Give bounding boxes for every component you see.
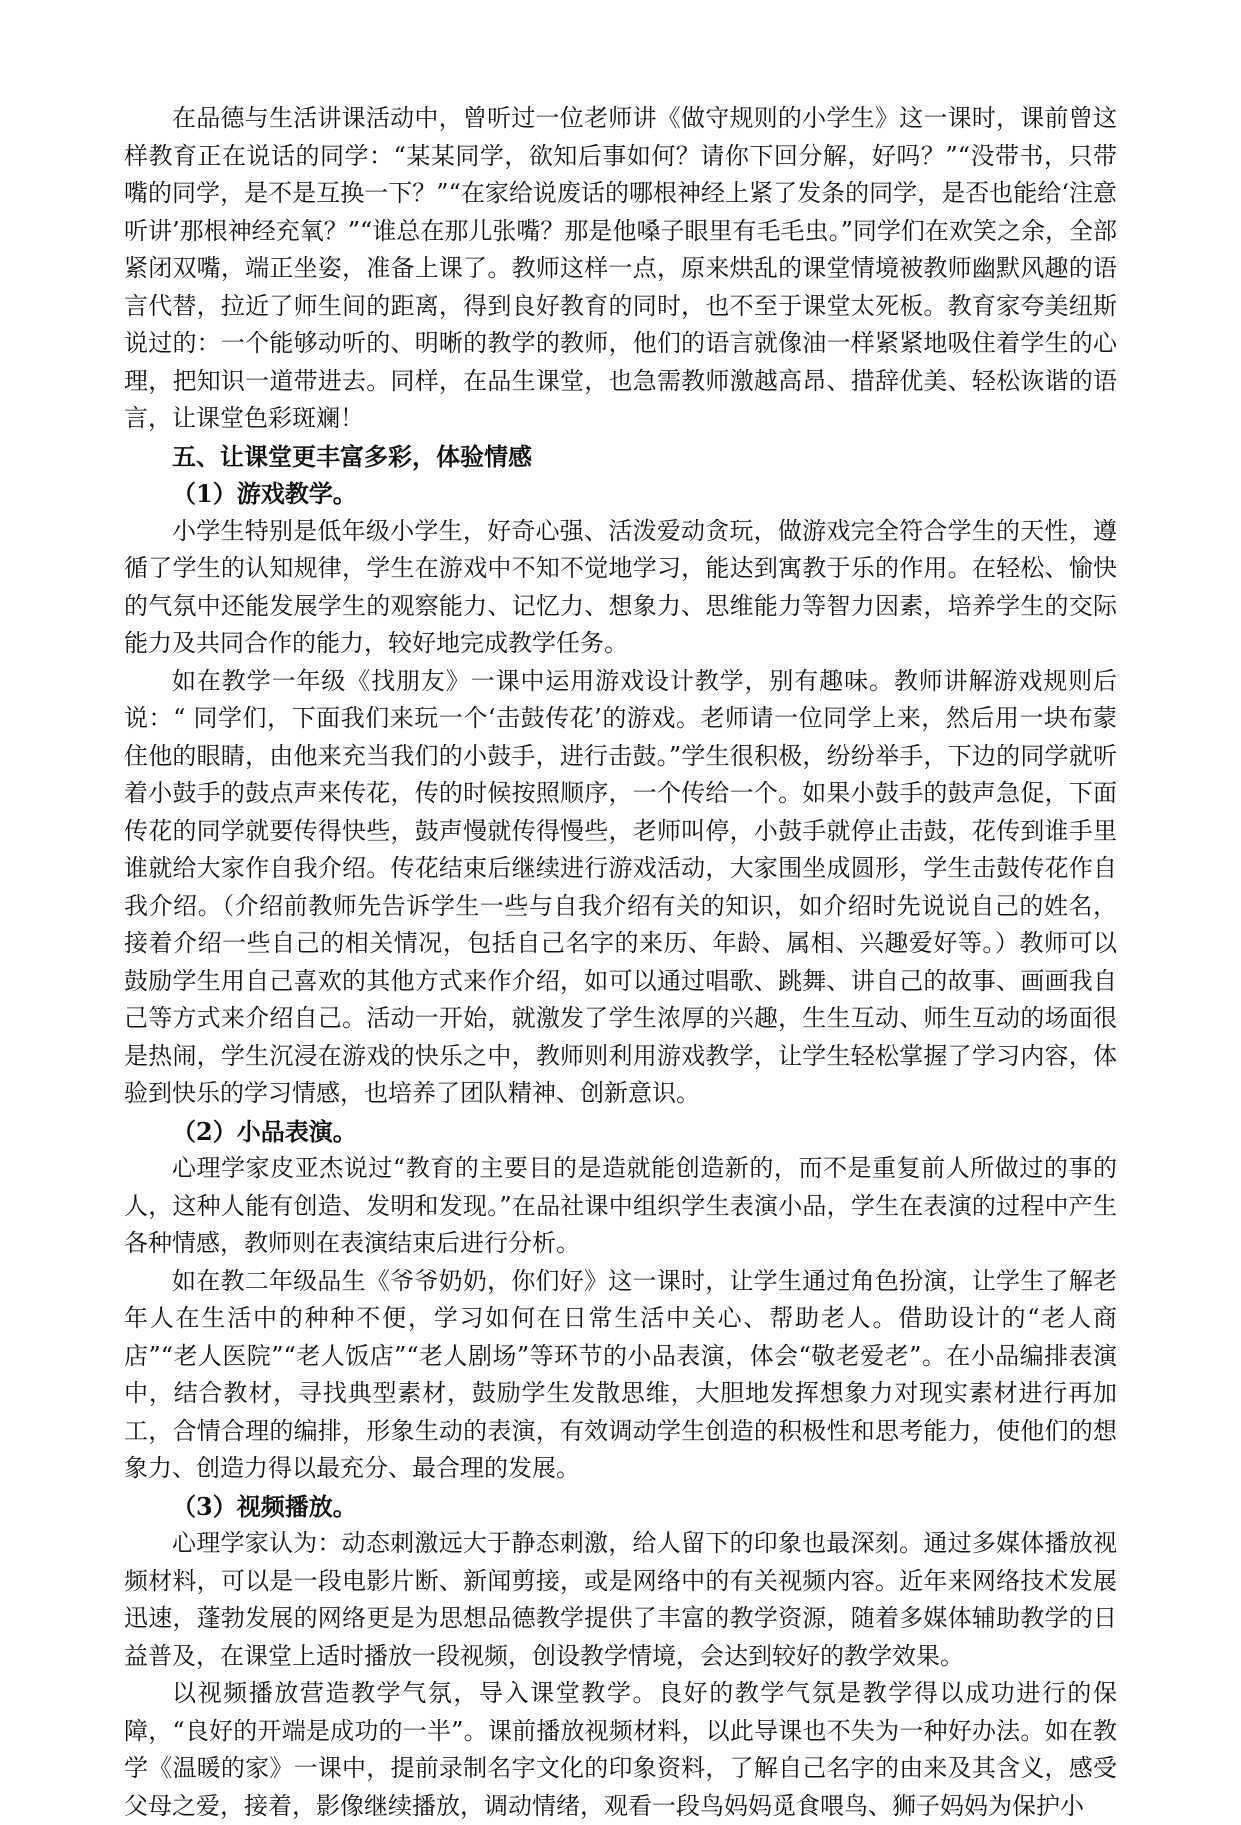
paragraph-sketch-intro: 心理学家皮亚杰说过“教育的主要目的是造就能创造新的，而不是重复前人所做过的事的人，这种人能有创造、发明和发现。”在品社课中组织学生表演小品，学生在表演的过程中产生各种情感，教师则在表演结束后进行分析。 — [124, 1154, 1117, 1257]
subheading-game-teaching: （1）游戏教学。 — [172, 479, 357, 508]
paragraph-sketch-example: 如在教二年级品生《爷爷奶奶，你们好》这一课时，让学生通过角色扮演，让学生了解老年人在生活中的种种不便，学习如何在日常生活中关心、帮助老人。借助设计的“老人商店”“老人医院”“老人饭店”“老人剧场”等环节的小品表演，体会“敬老爱老”。在小品编排表演中，结合教材，寻找典型素材，鼓励学生发散思维，大胆地发挥想象力对现实素材进行再加工，合情合理的编排，形象生动的表演，有效调动学生创造的积极性和思考能力，使他们的想象力、创造力得以最充分、最合理的发展。 — [124, 1266, 1117, 1482]
paragraph-video-example: 以视频播放营造教学气氛，导入课堂教学。良好的教学气氛是教学得以成功进行的保障，“良好的开端是成功的一半”。课前播放视频材料，以此导课也不失为一种好办法。如在教学《温暖的家》一课中，提前录制名字文化的印象资料，了解自己名字的由来及其含义，感受父母之爱，接着，影像继续播放，调动情绪，观看一段鸟妈妈觅食喂鸟、狮子妈妈为保护小 — [124, 1679, 1117, 1820]
subheading-video-playback: （3）视频播放。 — [172, 1491, 357, 1521]
paragraph-video-intro: 心理学家认为：动态刺激远大于静态刺激，给人留下的印象也最深刻。通过多媒体播放视频材料，可以是一段电影片断、新闻剪接，或是网络中的有关视频内容。近年来网络技术发展迅速，蓬勃发展的网络更是为思想品德教学提供了丰富的教学资源，随着多媒体辅助教学的日益普及，在课堂上适时播放一段视频，创设教学情境，会达到较好的教学效果。 — [124, 1529, 1117, 1670]
paragraph-classroom-language: 在品德与生活讲课活动中，曾听过一位老师讲《做守规则的小学生》这一课时，课前曾这样教育正在说话的同学：“某某同学，欲知后事如何？请你下回分解，好吗？”“没带书，只带嘴的同学，是不是互换一下？”“在家给说废话的哪根神经上紧了发条的同学，是否也能给‘注意听讲’那根神经充氧？”“谁总在那儿张嘴？那是他嗓子眼里有毛毛虫。”同学们在欢笑之余，全部紧闭双嘴，端正坐姿，准备上课了。教师这样一点，原来烘乱的课堂情境被教师幽默风趣的语言代替，拉近了师生间的距离，得到良好教育的同时，也不至于课堂太死板。教育家夸美纽斯说过的：一个能够动听的、明晰的教学的教师，他们的语言就像油一样紧紧地吸住着学生的心理，把知识一道带进去。同样，在品生课堂，也急需教师激越高昂、措辞优美、轻松诙谐的语言，让课堂色彩斑斓！ — [124, 104, 1117, 432]
document-page — [124, 100, 1117, 1825]
subheading-sketch-performance: （2）小品表演。 — [172, 1116, 357, 1146]
paragraph-game-intro: 小学生特别是低年级小学生，好奇心强、活泼爱动贪玩，做游戏完全符合学生的天性，遵循了学生的认知规律，学生在游戏中不知不觉地学习，能达到寓教于乐的作用。在轻松、愉快的气氛中还能发展学生的观察能力、记忆力、想象力、思维能力等智力因素，培养学生的交际能力及共同合作的能力，较好地完成教学任务。 — [124, 516, 1117, 657]
paragraph-game-example: 如在教学一年级《找朋友》一课中运用游戏设计教学，别有趣味。教师讲解游戏规则后说：“ 同学们，下面我们来玩一个‘击鼓传花’的游戏。老师请一位同学上来，然后用一块布蒙住他的眼睛，由他来充当我们的小鼓手，进行击鼓。”学生很积极，纷纷举手，下边的同学就听着小鼓手的鼓点声来传花，传的时候按照顺序，一个传给一个。如果小鼓手的鼓声急促，下面传花的同学就要传得快些，鼓声慢就传得慢些，老师叫停，小鼓手就停止击鼓，花传到谁手里谁就给大家作自我介绍。传花结束后继续进行游戏活动，大家围坐成圆形，学生击鼓传花作自我介绍。（介绍前教师先告诉学生一些与自我介绍有关的知识，如介绍时先说说自己的姓名，接着介绍一些自己的相关情况，包括自己名字的来历、年龄、属相、兴趣爱好等。）教师可以鼓励学生用自己喜欢的其他方式来作介绍，如可以通过唱歌、跳舞、讲自己的故事、画画我自己等方式来介绍自己。活动一开始，就激发了学生浓厚的兴趣，生生互动、师生互动的场面很是热闹，学生沉浸在游戏的快乐之中，教师则利用游戏教学，让学生轻松掌握了学习内容，体验到快乐的学习情感，也培养了团队精神、创新意识。 — [124, 666, 1117, 1107]
section-heading-five: 五、让课堂更丰富多彩，体验情感 — [172, 441, 532, 471]
